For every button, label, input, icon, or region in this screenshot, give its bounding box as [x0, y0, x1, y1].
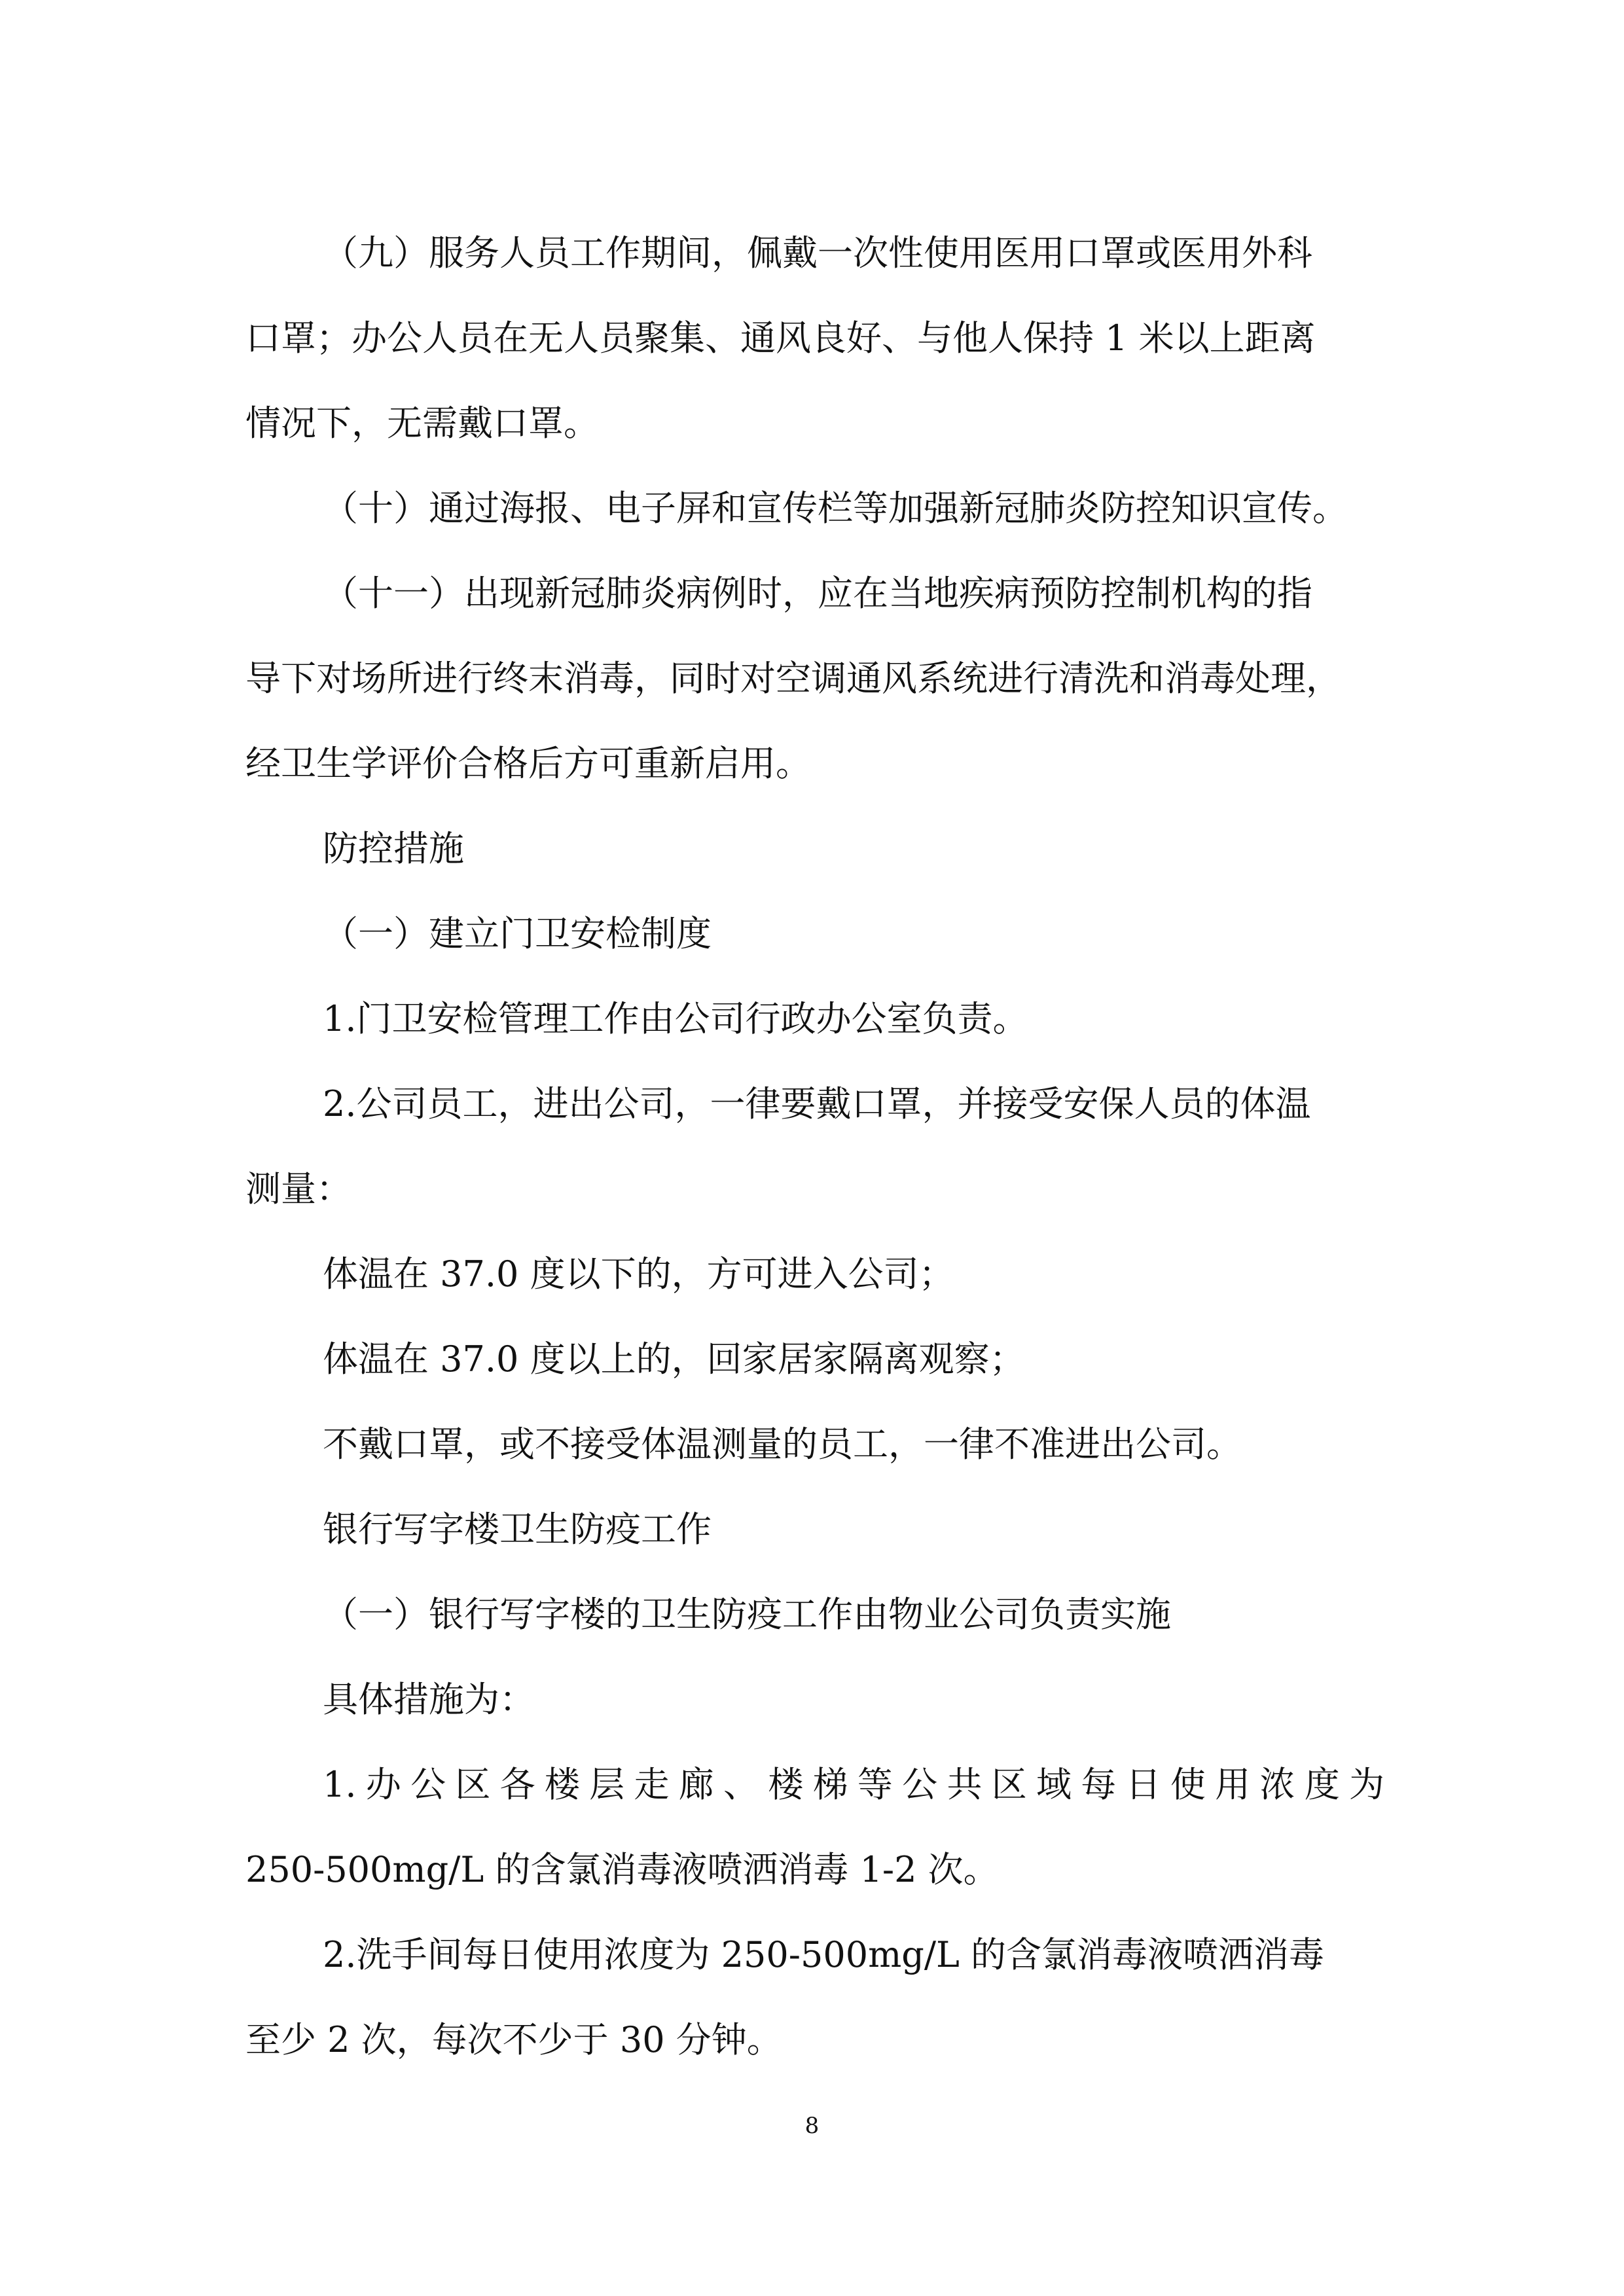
paragraph-line: 测量：: [245, 1168, 352, 1210]
list-item: 1.办公区各楼层走廊、楼梯等公共区域每日使用浓度为: [323, 1764, 1384, 1805]
paragraph-line: 情况下，无需戴口罩。: [245, 403, 599, 444]
paragraph-line: （十）通过海报、电子屏和宣传栏等加强新冠肺炎防控知识宣传。: [323, 488, 1348, 529]
list-item: 1.门卫安检管理工作由公司行政办公室负责。: [323, 998, 1028, 1039]
page-number: 8: [804, 2113, 820, 2139]
section-heading: 防控措施: [323, 828, 464, 869]
paragraph-line: 导下对场所进行终末消毒，同时对空调通风系统进行清洗和消毒处理，: [245, 658, 1341, 699]
paragraph-line: （十一）出现新冠肺炎病例时，应在当地疾病预防控制机构的指: [323, 573, 1312, 614]
section-heading: 银行写字楼卫生防疫工作: [323, 1509, 712, 1550]
paragraph-line: 口罩；办公人员在无人员聚集、通风良好、与他人保持 1 米以上距离: [245, 317, 1316, 359]
list-item: 2.公司员工，进出公司，一律要戴口罩，并接受安保人员的体温: [323, 1083, 1311, 1124]
paragraph-line: 250-500mg/L 的含氯消毒液喷洒消毒 1-2 次。: [245, 1849, 999, 1890]
paragraph-line: 体温在 37.0 度以上的，回家居家隔离观察；: [323, 1338, 1025, 1380]
document-body: [245, 211, 1384, 2083]
paragraph-line: 体温在 37.0 度以下的，方可进入公司；: [323, 1253, 954, 1295]
subsection-heading: （一）建立门卫安检制度: [323, 913, 712, 954]
paragraph-line: 不戴口罩，或不接受体温测量的员工，一律不准进出公司。: [323, 1424, 1242, 1465]
subsection-heading: （一）银行写字楼的卫生防疫工作由物业公司负责实施: [323, 1594, 1171, 1635]
paragraph-line: 至少 2 次，每次不少于 30 分钟。: [245, 2019, 782, 2060]
paragraph-line: （九）服务人员工作期间，佩戴一次性使用医用口罩或医用外科: [323, 232, 1312, 274]
paragraph-line: 经卫生学评价合格后方可重新启用。: [245, 743, 811, 784]
paragraph-line: 具体措施为：: [323, 1679, 535, 1720]
list-item: 2.洗手间每日使用浓度为 250-500mg/L 的含氯消毒液喷洒消毒: [323, 1934, 1325, 1975]
